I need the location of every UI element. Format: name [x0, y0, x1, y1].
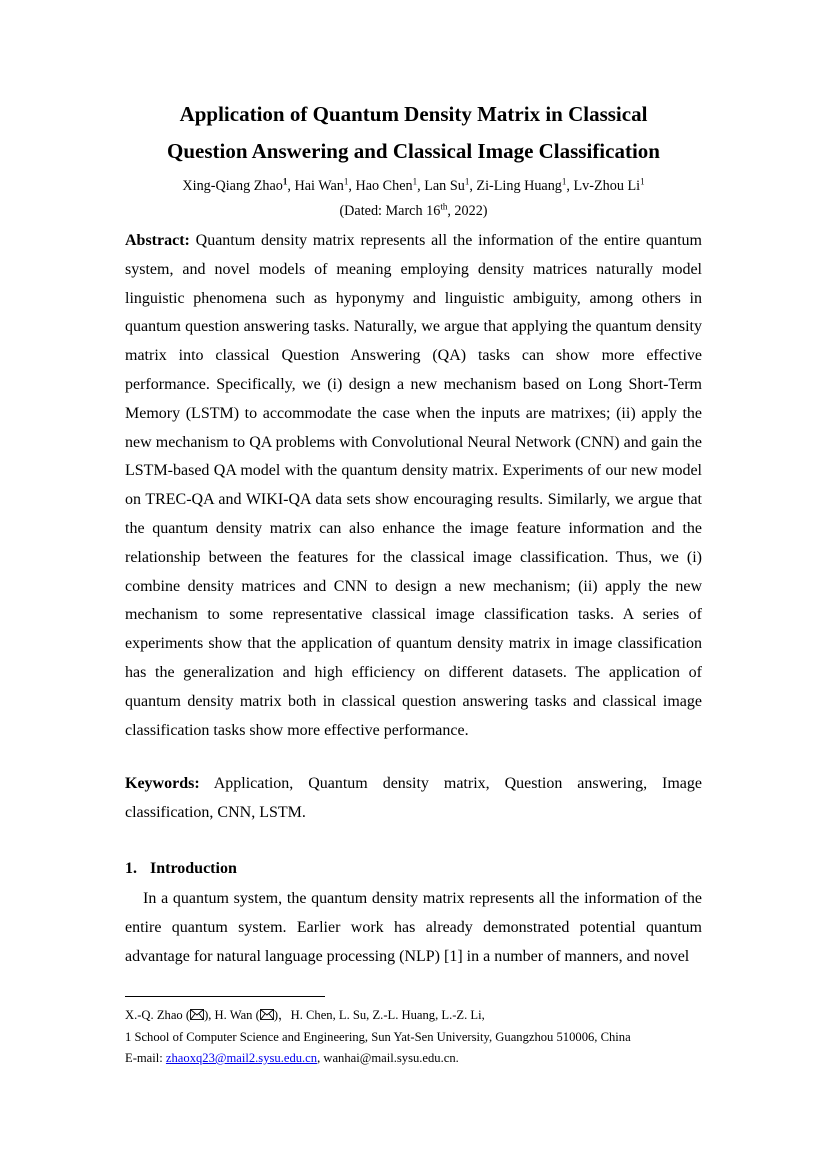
- footnote-divider: [125, 996, 325, 997]
- section-number: 1.: [125, 860, 137, 877]
- dated-superscript: th: [440, 201, 448, 212]
- footnote-email: [125, 1048, 725, 1069]
- abstract-text: Quantum density matrix represents all the information of the entire quantum system, and novel models of meaning employing density matrices naturally model linguistic phenomena such as hyponymy and linguistic ambiguity, among others in quantum question answering tasks. Naturally, we argue that applying the quantum density matrix into classical Question Answering (QA) tasks can show more effective performance. Specifically, we (i) design a new mechanism based on Long Short-Term Memory (LSTM) to accommodate the case when the inputs are matrixes; (ii) apply the new mechanism to QA problems with Convolutional Neural Network (CNN) and gain the LSTM-based QA model with the quantum density matrix. Experiments of our new model on TREC-QA and WIKI-QA data sets show encouraging results. Similarly, we argue that the quantum density matrix can also enhance the image feature information and the relationship between the features for the classical image classification. Thus, we (i) combine density matrices and CNN to design a new mechanism; (ii) apply the new mechanism to some representative classical image classification tasks. A series of experiments show that the application of quantum density matrix in image classification has the generalization and high efficiency on different datasets. The application of quantum density matrix both in classical question answering tasks and classical image classification tasks show more effective performance.: [125, 232, 702, 739]
- email-link-zhao[interactable]: zhaoxq23@mail2.sysu.edu.cn: [165, 1051, 318, 1065]
- author-affiliation: 1: [412, 176, 418, 187]
- author-separator: ,: [348, 178, 356, 194]
- paper-title: [0, 96, 827, 170]
- abstract-label: Abstract:: [125, 232, 190, 249]
- title-line-1: Application of Quantum Density Matrix in Classical: [179, 102, 648, 126]
- dated-prefix: (Dated: March 16: [339, 203, 441, 219]
- author-separator: ,: [287, 178, 295, 194]
- author-affiliation: 1: [561, 176, 567, 187]
- author-name: Hai Wan: [294, 178, 344, 194]
- footnotes: [125, 1005, 725, 1069]
- author-name: Zi-Ling Huang: [476, 178, 562, 194]
- dated-line: [0, 201, 827, 221]
- keywords: [125, 770, 702, 828]
- envelope-icon: [190, 1006, 204, 1027]
- author-name: Xing-Qiang Zhao: [182, 178, 283, 194]
- author-separator: ,: [469, 178, 477, 194]
- author-name: Lan Su: [424, 178, 465, 194]
- footnote-affiliation: 1 School of Computer Science and Engineering, Sun Yat-Sen University, Guangzhou 510006, China: [125, 1030, 631, 1044]
- author-separator: ,: [417, 178, 425, 194]
- author-affiliation: 1: [640, 176, 645, 187]
- author-affiliation: 1: [343, 176, 349, 187]
- keywords-label: Keywords:: [125, 775, 200, 792]
- footnote-authors: [125, 1005, 725, 1027]
- author-affiliation: 1: [464, 176, 470, 187]
- section-heading-introduction: [125, 857, 237, 881]
- author-list: [0, 176, 827, 196]
- author-affiliation: 1: [282, 176, 288, 187]
- footnote-text: ), H. Wan (: [204, 1008, 260, 1022]
- author-name: Lv-Zhou Li: [573, 178, 641, 194]
- footnote-text: )，H. Chen, L. Su, Z.-L. Huang, L.-Z. Li,: [273, 1008, 485, 1022]
- abstract: [125, 227, 702, 745]
- email-wan: wanhai@mail.sysu.edu.cn.: [323, 1051, 459, 1065]
- dated-suffix: , 2022): [447, 203, 488, 219]
- email-separator: ,: [317, 1051, 324, 1065]
- author-name: Hao Chen: [355, 178, 413, 194]
- envelope-icon: [260, 1006, 274, 1027]
- title-line-2: Question Answering and Classical Image Classification: [167, 139, 660, 163]
- footnote-text: X.-Q. Zhao (: [125, 1008, 191, 1022]
- section-title: Introduction: [150, 860, 237, 877]
- author-separator: ,: [566, 178, 574, 194]
- introduction-paragraph: In a quantum system, the quantum density matrix represents all the information of the entire quantum system. Earlier work has already demonstrated potential quantum advantage for natural language processing (NLP) [1] in a number of manners, and novel: [125, 890, 702, 965]
- keywords-text: Application, Quantum density matrix, Question answering, Image classification, CNN, LSTM.: [125, 775, 702, 821]
- email-label: E-mail:: [125, 1051, 166, 1065]
